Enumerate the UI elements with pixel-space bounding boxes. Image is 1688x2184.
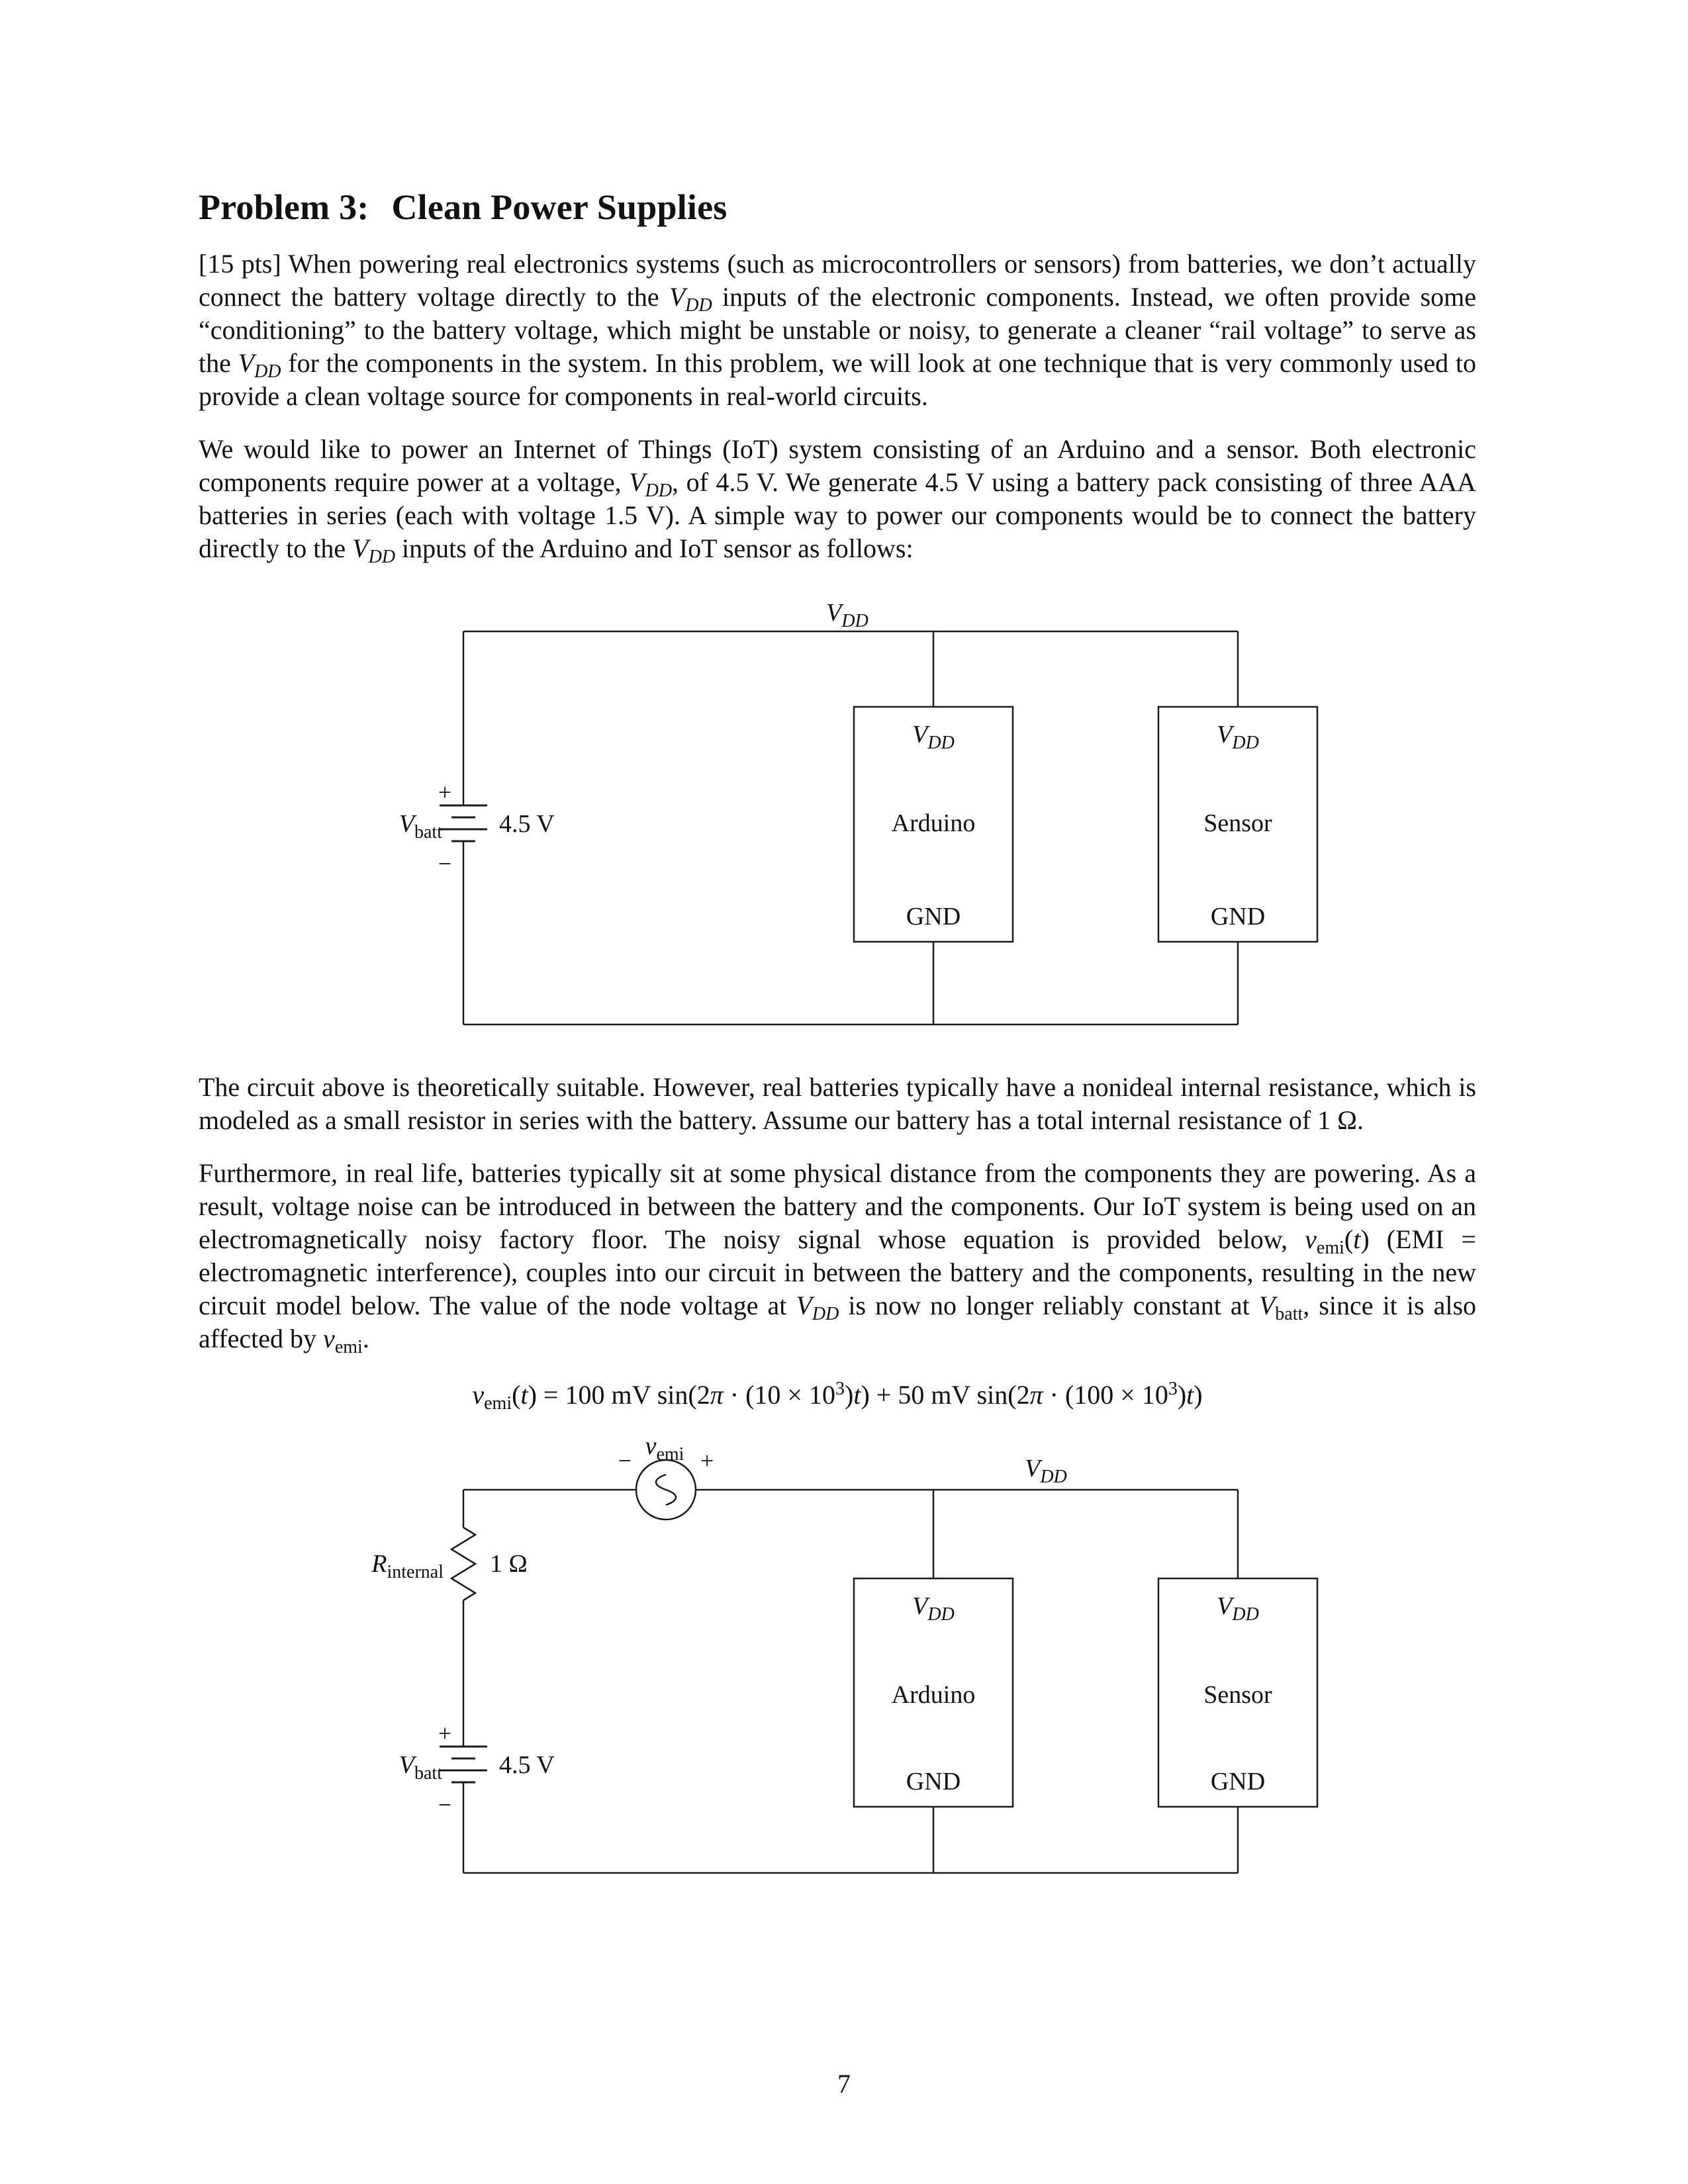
battery-minus-sign: − [438, 850, 452, 877]
battery-plus-sign: + [438, 1720, 452, 1747]
sensor-name-label: Sensor [1203, 809, 1272, 837]
problem-number: Problem 3: [199, 187, 369, 227]
vdd-rail-label: $V_{DD}$ [826, 601, 868, 631]
circuit-diagram-ideal [371, 601, 1476, 1051]
battery-minus-sign: − [438, 1792, 452, 1818]
vbatt-label: $V_{batt}$ [399, 1751, 442, 1784]
circuit-2-svg [371, 1433, 1350, 1896]
problem-title [199, 187, 1476, 228]
resistor-symbol [451, 1527, 475, 1600]
circuit-diagram-noisy [371, 1433, 1476, 1896]
vemi-label: $v_{emi}$ [645, 1433, 684, 1465]
vbatt-label: $V_{batt}$ [399, 810, 442, 842]
problem-name: Clean Power Supplies [391, 187, 727, 227]
paragraph-intro: [15 pts] When powering real electronics systems (such as microcontrollers or sensors) from batteries, we don’t actually connect the battery voltage directly to the $V_{DD}$ inputs of the electronic components. Instead, we often provide some “conditioning” to the battery voltage, which might be unstable or noisy, to generate a cleaner “rail voltage” to serve as the $V_{DD}$ for the components in the system. In this problem, we will look at one technique that is very commonly used to provide a clean voltage source for components in real-world circuits. [199, 249, 1476, 411]
circuit-1-wires [463, 631, 1238, 1024]
emi-source-symbol [636, 1460, 696, 1520]
paragraph-iot-setup: We would like to power an Internet of Things (IoT) system consisting of an Arduino and a sensor. Both electronic components require power at a voltage, $V_{DD}$, of 4.5 V. We generate 4.5 V using a battery pack consisting of three AAA batteries in series (each with voltage 1.5 V). A simple way to power our components would be to connect the battery directly to the $V_{DD}$ inputs of the Arduino and IoT sensor as follows: [199, 434, 1476, 567]
page-number: 7 [837, 2069, 851, 2099]
arduino-gnd-pin-label: GND [906, 1768, 961, 1796]
sensor-name-label: Sensor [1203, 1681, 1272, 1709]
paragraph-internal-resistance: The circuit above is theoretically suitable. However, real batteries typically have a nonideal internal resistance, which is modeled as a small resistor in series with the battery. Assume our battery has a total internal resistance of 1 Ω. [199, 1072, 1476, 1135]
resistor-value-label: 1 Ω [490, 1550, 528, 1578]
circuit-1-svg [371, 601, 1350, 1051]
battery-symbol [440, 1747, 487, 1782]
arduino-vdd-pin-label: $V_{DD}$ [912, 721, 955, 753]
circuit-2-wires [463, 1490, 1238, 1873]
paragraph-emi: Furthermore, in real life, batteries typically sit at some physical distance from the components they are powering. As a result, voltage noise can be introduced in between the battery and the components. Our IoT system is being used on an electromagnetically noisy factory floor. The noisy signal whose equation is provided below, $v_{emi}(t) (EMI$ = electromagnetic interference), couples into our circuit in between the battery and the components, resulting in the new circuit model below. The value of the node voltage at $V_{DD}$ is now no longer reliably constant at $V_{batt}$, since it is also affected by $v_{emi}$. [199, 1158, 1477, 1357]
emi-minus-sign: − [618, 1447, 632, 1474]
arduino-gnd-pin-label: GND [906, 903, 961, 931]
arduino-name-label: Arduino [891, 1681, 976, 1709]
emi-equation: $v_{emi}(t) = 100$ mV $\sin(2\pi \cdot (10 \times 10^3)t) + 50$ mV $\sin(2\pi \cdot (100 \times 10^3)t)$ [472, 1379, 1203, 1414]
battery-symbol [440, 805, 487, 841]
battery-plus-sign: + [438, 779, 452, 805]
emi-plus-sign: + [700, 1447, 714, 1474]
battery-value-label: 4.5 V [499, 1751, 555, 1779]
arduino-name-label: Arduino [891, 809, 976, 837]
rinternal-label: $R_{internal}$ [371, 1550, 444, 1582]
sensor-vdd-pin-label: $V_{DD}$ [1217, 1592, 1259, 1625]
sensor-gnd-pin-label: GND [1210, 1768, 1266, 1796]
sensor-gnd-pin-label: GND [1210, 903, 1266, 931]
sensor-vdd-pin-label: $V_{DD}$ [1217, 721, 1259, 753]
battery-value-label: 4.5 V [499, 810, 555, 838]
vdd-rail-label: $V_{DD}$ [1025, 1455, 1067, 1487]
arduino-vdd-pin-label: $V_{DD}$ [912, 1592, 955, 1625]
